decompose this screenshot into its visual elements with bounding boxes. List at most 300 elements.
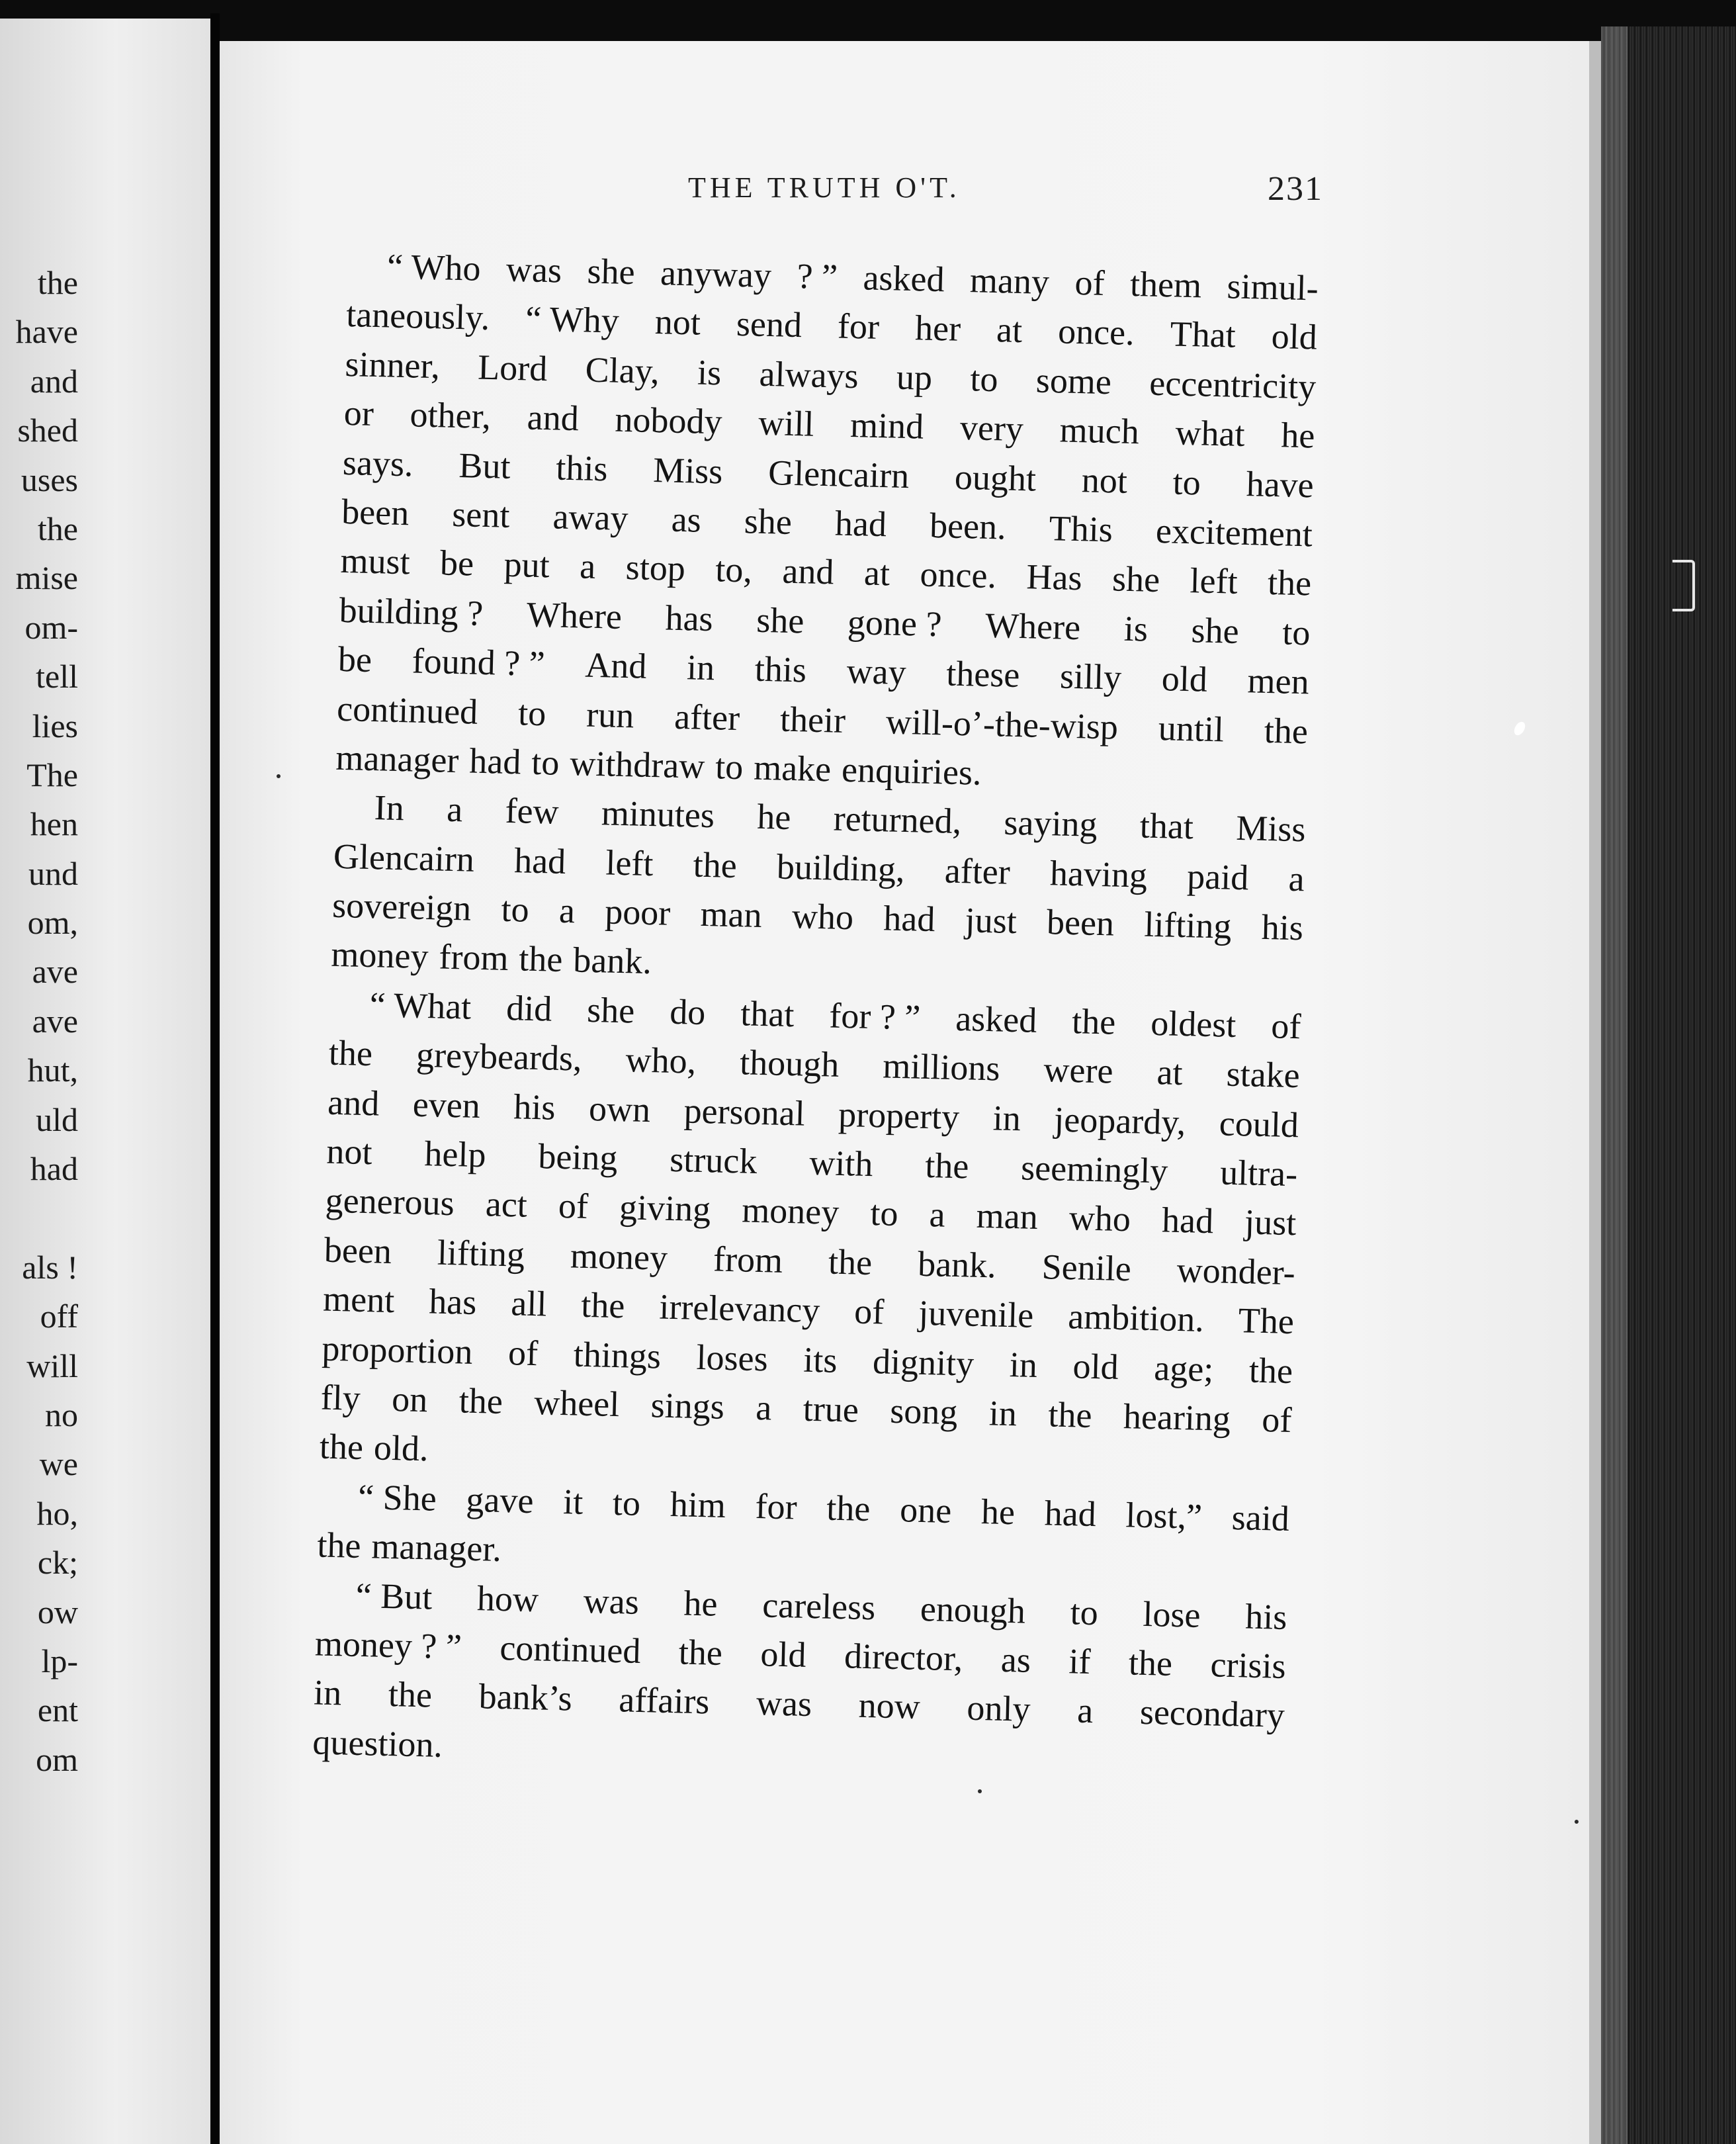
word: now (858, 1685, 921, 1727)
word: for (837, 306, 880, 347)
word: have (1246, 463, 1315, 506)
word: for ? ” (828, 995, 922, 1038)
word: had (834, 503, 887, 545)
word: as (671, 499, 702, 540)
word: who, (625, 1040, 697, 1081)
word: Has (1025, 557, 1083, 598)
word: at (996, 310, 1023, 351)
word: always (758, 353, 859, 396)
word: anyway (660, 253, 772, 296)
facing-page-line: lp- (41, 1642, 78, 1679)
word: ment (322, 1278, 395, 1321)
word: and (327, 1082, 380, 1124)
word: dignity (872, 1341, 975, 1384)
word: affairs (618, 1679, 711, 1722)
word: things (573, 1334, 662, 1376)
word: once. (919, 554, 997, 596)
word: question. (312, 1722, 443, 1765)
word: has (664, 598, 714, 639)
word: to (517, 692, 546, 733)
ink-speck (277, 774, 281, 778)
word: poor (604, 891, 672, 933)
word: act (485, 1184, 528, 1226)
facing-page-line: om (36, 1740, 78, 1778)
word: she (586, 251, 636, 292)
word: withdraw (569, 743, 705, 786)
word: proportion (321, 1328, 474, 1372)
word: will (758, 402, 815, 444)
facing-page-line: and (30, 362, 78, 400)
word: the (388, 1674, 433, 1715)
word: the (580, 1284, 626, 1326)
word: and (527, 397, 580, 439)
word: were (1043, 1050, 1114, 1091)
word: is (1123, 608, 1149, 649)
facing-page-line: lies (32, 707, 78, 744)
word: as (1000, 1639, 1031, 1680)
word: she (1111, 558, 1160, 600)
word: having (1049, 852, 1148, 895)
word: old (1161, 658, 1208, 699)
word: hearing (1123, 1396, 1231, 1439)
word: “ Why (525, 298, 620, 341)
word: building ? (339, 590, 484, 633)
word: a (558, 890, 576, 931)
word: sent (451, 494, 511, 535)
word: bank’s (478, 1676, 573, 1719)
word: to, (715, 549, 753, 590)
facing-page-line: uld (36, 1100, 78, 1138)
word: had (1161, 1200, 1214, 1241)
word: did (505, 987, 552, 1029)
word: left (1189, 560, 1238, 602)
word: the (1128, 1642, 1173, 1683)
word: away (552, 496, 629, 539)
word: this (555, 447, 609, 488)
word: money (330, 934, 429, 977)
word: This (1049, 508, 1113, 550)
word: stop (625, 547, 686, 589)
word: once. (1057, 311, 1135, 353)
book-gutter (210, 13, 220, 2144)
word: up (896, 357, 933, 398)
word: And (584, 645, 648, 686)
word: men (1246, 660, 1310, 702)
word: true (803, 1388, 859, 1430)
word: many (969, 260, 1050, 302)
word: of (853, 1291, 885, 1332)
word: the (458, 1380, 503, 1421)
word: bank. (572, 940, 652, 982)
word: left (605, 842, 654, 883)
word: the (1047, 1394, 1093, 1435)
word: make (753, 747, 832, 789)
word: excitement (1155, 510, 1313, 555)
word: ? ” (796, 256, 838, 297)
word: the (518, 938, 564, 980)
word: money ? ” (314, 1623, 462, 1667)
facing-page-text (0, 258, 78, 1784)
word: even (412, 1084, 481, 1126)
word: his (513, 1086, 556, 1128)
facing-page-line: tell (36, 658, 78, 695)
word: his (1244, 1596, 1288, 1637)
page-block-highlight (1601, 26, 1628, 2144)
word: who (791, 896, 854, 938)
word: Glencairn (333, 836, 475, 879)
word: ought (954, 457, 1037, 499)
word: he (756, 797, 792, 838)
facing-page-line: have (15, 313, 78, 351)
word: irrelevancy (658, 1286, 820, 1331)
word: age; (1153, 1347, 1215, 1389)
word: a (1076, 1690, 1094, 1731)
word: “ What (369, 984, 472, 1027)
word: sinner, (344, 343, 441, 386)
word: gone ? (847, 602, 943, 645)
word: the (1071, 1001, 1117, 1042)
word: the (316, 1525, 362, 1566)
word: to (1172, 462, 1201, 503)
word: the (693, 844, 738, 885)
word: a (446, 789, 463, 830)
word: help (423, 1134, 487, 1175)
word: simul- (1226, 266, 1319, 308)
word: it (562, 1481, 584, 1522)
word: man (700, 893, 763, 936)
word: if (1068, 1641, 1092, 1681)
word: the (924, 1145, 970, 1186)
facing-page-line: will (26, 1347, 78, 1384)
word: Miss (652, 449, 724, 491)
word: jeopardy, (1053, 1099, 1187, 1142)
facing-page-line: ow (37, 1593, 78, 1630)
facing-page-line: mise (15, 559, 78, 597)
word: just (1244, 1202, 1297, 1243)
word: Glencairn (767, 452, 910, 496)
word: to (612, 1482, 641, 1523)
word: at (1156, 1052, 1184, 1093)
word: ultra- (1219, 1152, 1298, 1194)
word: though (739, 1042, 840, 1085)
word: Where (526, 594, 623, 637)
facing-page-line: om- (24, 608, 78, 646)
word: in (686, 647, 715, 688)
word: Senile (1041, 1246, 1132, 1289)
word: had (513, 840, 566, 881)
word: after (944, 850, 1011, 892)
word: saying (1003, 802, 1098, 845)
word: from (438, 937, 509, 979)
word: That (1170, 314, 1237, 356)
word: taneously. (345, 294, 490, 338)
word: its (803, 1339, 838, 1380)
word: Clay, (585, 349, 660, 391)
word: her (914, 308, 961, 349)
word: “ She (357, 1476, 437, 1519)
body-text (312, 241, 1319, 1789)
word: him (670, 1484, 726, 1525)
word: had (468, 740, 522, 782)
word: building, (776, 846, 906, 889)
word: the (678, 1632, 723, 1673)
word: was (756, 1683, 812, 1724)
word: had (883, 898, 936, 940)
word: he (1280, 415, 1316, 456)
word: wonder- (1176, 1249, 1296, 1292)
word: or (343, 393, 374, 434)
facing-page-line: the (37, 510, 78, 547)
word: the (1267, 562, 1312, 603)
word: to (715, 746, 744, 787)
word: the (328, 1032, 373, 1074)
word: asked (862, 257, 945, 300)
word: money (570, 1235, 668, 1278)
word: much (1059, 410, 1140, 452)
word: will-o’-the-wisp (885, 701, 1119, 747)
word: was (505, 249, 562, 290)
word: mind (849, 405, 924, 447)
word: and (781, 551, 835, 592)
facing-page-line: ave (32, 953, 78, 991)
word: own (588, 1088, 651, 1130)
word: send (736, 304, 803, 345)
word: enquiries. (841, 749, 982, 793)
word: not (654, 302, 701, 343)
word: Lord (477, 347, 548, 388)
word: silly (1059, 656, 1122, 697)
word: had (1044, 1493, 1097, 1534)
facing-page-line: had (30, 1150, 78, 1188)
word: that (1139, 805, 1194, 847)
facing-page-line: no (45, 1396, 78, 1433)
word: Miss (1235, 808, 1307, 850)
word: gave (465, 1479, 535, 1521)
word: not (1081, 459, 1128, 501)
word: crisis (1209, 1644, 1287, 1686)
word: she (586, 989, 636, 1031)
word: secondary (1139, 1692, 1285, 1736)
word: nobody (614, 399, 723, 442)
facing-page-line: hut, (27, 1051, 78, 1089)
facing-page-line: ent (37, 1691, 78, 1729)
word: sings (650, 1385, 725, 1427)
page-edge (1589, 41, 1601, 2144)
word: this (754, 648, 807, 690)
word: of (1261, 1400, 1293, 1441)
word: bank. (917, 1243, 997, 1286)
word: to (500, 889, 530, 930)
word: wheel (533, 1382, 621, 1425)
word: oldest (1150, 1003, 1237, 1045)
word: way (846, 651, 907, 693)
word: stake (1226, 1053, 1301, 1096)
word: minutes (601, 793, 715, 836)
word: man (976, 1196, 1039, 1237)
word: enough (920, 1588, 1026, 1631)
word: returned, (833, 798, 962, 842)
word: these (945, 653, 1021, 695)
word: old (760, 1634, 807, 1675)
word: eccentricity (1149, 363, 1317, 407)
bookmark-tab-icon (1672, 560, 1695, 611)
word: of (558, 1186, 589, 1227)
facing-page-line: the (37, 264, 78, 301)
word: who (1068, 1198, 1131, 1239)
word: few (504, 791, 560, 832)
word: be (439, 543, 474, 584)
facing-page-line: ho, (36, 1494, 78, 1532)
word: must (339, 541, 411, 582)
word: his (1261, 907, 1304, 948)
word: in (988, 1393, 1018, 1434)
facing-page-line: we (39, 1445, 78, 1483)
word: the (1264, 710, 1309, 751)
word: how (476, 1578, 539, 1619)
word: she (756, 600, 805, 641)
word: with (808, 1142, 874, 1184)
word: old. (373, 1427, 429, 1469)
ink-speck (1575, 1820, 1579, 1824)
word: been. (929, 505, 1007, 547)
word: old (1271, 316, 1318, 357)
word: the (826, 1488, 871, 1529)
word: in (313, 1672, 343, 1713)
word: director, (844, 1636, 964, 1679)
word: put (503, 545, 550, 586)
word: in (992, 1097, 1021, 1138)
word: from (713, 1239, 783, 1280)
word: been (1046, 902, 1115, 944)
word: that (740, 993, 795, 1035)
word: generous (325, 1181, 455, 1224)
word: the (319, 1426, 364, 1468)
facing-page-line: uses (21, 461, 78, 498)
word: to (1281, 612, 1311, 653)
word: to (1070, 1591, 1099, 1632)
facing-page-line: ave (32, 1002, 78, 1040)
word: the (1248, 1350, 1293, 1391)
facing-page-line: und (28, 854, 78, 892)
word: Where (984, 605, 1081, 647)
word: “ But (355, 1575, 433, 1617)
word: the (828, 1241, 873, 1282)
word: The (1238, 1300, 1295, 1342)
facing-page-line: als ! (22, 1248, 78, 1286)
word: in (1009, 1344, 1038, 1385)
word: after (673, 696, 740, 738)
word: just (965, 900, 1018, 942)
word: on (391, 1379, 429, 1420)
word: continued (499, 1627, 642, 1671)
word: lifting (1143, 904, 1233, 946)
word: to (969, 359, 999, 399)
word: only (966, 1687, 1031, 1730)
word: a (579, 546, 596, 587)
facing-page-line: off (40, 1298, 78, 1335)
word: be (337, 639, 372, 680)
word: could (1219, 1103, 1299, 1145)
word: them (1129, 263, 1202, 306)
word: of (507, 1332, 539, 1373)
word: to (869, 1193, 899, 1234)
word: she (744, 501, 793, 542)
word: he (683, 1583, 718, 1624)
word: do (669, 991, 707, 1032)
word: their (779, 699, 846, 740)
word: found ? ” (412, 641, 546, 684)
ink-speck (978, 1789, 982, 1793)
word: lost,” (1125, 1495, 1203, 1537)
word: sovereign (331, 885, 472, 928)
word: a (755, 1388, 773, 1428)
word: to (531, 742, 560, 783)
word: song (889, 1390, 959, 1433)
word: not (326, 1131, 373, 1173)
facing-page (0, 19, 210, 2144)
word: But (458, 445, 511, 486)
word: ambition. (1067, 1296, 1205, 1340)
word: manager (335, 737, 460, 781)
word: loses (696, 1337, 769, 1379)
word: millions (882, 1046, 1001, 1089)
word: some (1035, 360, 1112, 402)
facing-page-line: shed (17, 412, 78, 449)
word: personal (683, 1090, 806, 1134)
word: for (755, 1486, 798, 1527)
word: paid (1186, 856, 1250, 898)
word: careless (761, 1584, 876, 1627)
word: been (341, 491, 410, 533)
word: a (1287, 858, 1305, 899)
word: run (586, 694, 634, 735)
word: seemingly (1020, 1147, 1168, 1191)
word: asked (955, 998, 1037, 1040)
facing-page-line: The (26, 756, 78, 793)
word: all (510, 1283, 548, 1324)
word: greybeards, (415, 1035, 583, 1079)
word: manager. (370, 1526, 502, 1570)
word: until (1158, 707, 1225, 749)
word: has (428, 1281, 478, 1323)
facing-page-line: hen (30, 805, 78, 843)
word: is (697, 352, 722, 393)
word: old (1072, 1345, 1119, 1387)
word: “ Who (386, 246, 482, 289)
word: been (324, 1229, 392, 1271)
word: says. (342, 442, 414, 484)
word: fly (320, 1377, 361, 1418)
word: a (928, 1194, 946, 1235)
running-title: THE TRUTH O'T. (688, 171, 961, 204)
word: she (1190, 609, 1240, 651)
word: at (863, 553, 890, 594)
word: property (838, 1094, 960, 1137)
word: one (899, 1489, 952, 1531)
word: was (583, 1580, 640, 1622)
word: other, (409, 394, 492, 437)
facing-page-line: ck; (37, 1544, 78, 1582)
word: of (1074, 262, 1106, 303)
word: In (374, 787, 405, 828)
word: very (959, 408, 1024, 449)
word: lose (1142, 1593, 1201, 1635)
word: being (537, 1136, 619, 1179)
word: of (1270, 1006, 1302, 1047)
word: struck (669, 1139, 758, 1181)
facing-page-line: om, (27, 904, 78, 942)
word: continued (336, 688, 478, 732)
